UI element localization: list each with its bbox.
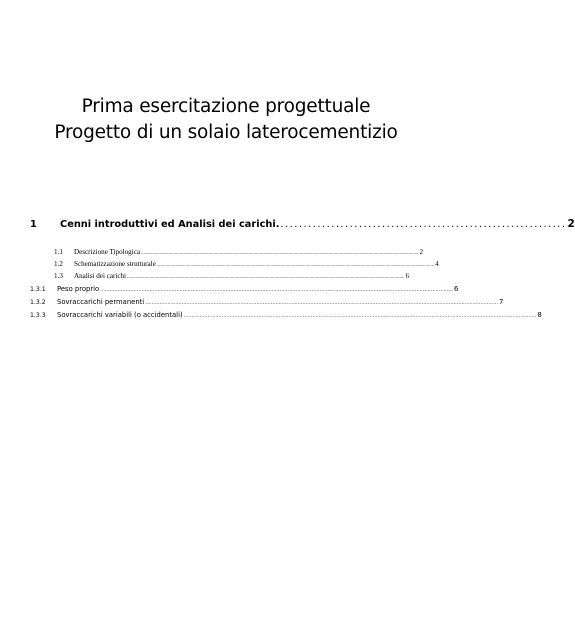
title-line-1: Prima esercitazione progettuale xyxy=(81,96,371,117)
document-title xyxy=(0,94,452,146)
toc-page-number: 4 xyxy=(435,260,439,268)
toc-number: 1.3.3 xyxy=(30,312,46,319)
toc-page-number: 7 xyxy=(499,298,504,306)
toc-leader: .............................................................................................................................................................................................................................. xyxy=(145,300,499,306)
toc-title: Descrizione Tipologica xyxy=(74,248,141,256)
toc-entry-1-3-2[interactable] xyxy=(30,296,504,309)
toc-entry-1-3-3[interactable] xyxy=(30,309,542,322)
toc-leader: .............................................................................................................................................................................................................................. xyxy=(127,275,405,280)
toc-leader: .............................................................. xyxy=(280,219,567,230)
toc-leader: .............................................................................................................................................................................................................................. xyxy=(141,251,419,256)
table-of-contents xyxy=(30,218,575,322)
toc-title: Sovraccarichi permanenti xyxy=(57,298,145,306)
toc-number: 1.3.1 xyxy=(30,286,46,293)
toc-number: 1 xyxy=(30,219,37,230)
toc-entry-1-3[interactable] xyxy=(30,271,408,283)
toc-entry-1-2[interactable] xyxy=(30,259,439,271)
toc-title: Peso proprio xyxy=(57,285,100,293)
toc-page-number: 2 xyxy=(567,218,575,230)
toc-leader: .............................................................................................................................................................................................................................. xyxy=(183,313,537,319)
toc-entry-1-1[interactable] xyxy=(30,247,424,259)
toc-number: 1.1 xyxy=(54,248,63,256)
toc-number: 1.2 xyxy=(54,260,63,268)
toc-page-number: 8 xyxy=(537,311,542,319)
toc-title: Sovraccarichi variabili (o accidentali) xyxy=(57,311,183,319)
toc-entry-1[interactable] xyxy=(30,218,575,230)
toc-leader: .............................................................................................................................................................................................................................. xyxy=(156,263,435,268)
title-line-2: Progetto di un solaio laterocementizio xyxy=(54,122,398,143)
toc-title: Schematizzazione strutturale xyxy=(74,260,156,268)
toc-title: Cenni introduttivi ed Analisi dei carichi. xyxy=(60,219,280,230)
toc-number: 1.3.2 xyxy=(30,299,46,306)
toc-page-number: 6 xyxy=(405,272,410,280)
toc-entry-1-3-1[interactable] xyxy=(30,283,459,296)
toc-page-number: 2 xyxy=(419,248,424,256)
toc-page-number: 6 xyxy=(454,285,459,293)
toc-leader: .............................................................................................................................................................................................................................. xyxy=(100,287,454,293)
toc-title: Analisi dei carichi xyxy=(74,272,127,280)
toc-number: 1.3 xyxy=(54,272,63,280)
